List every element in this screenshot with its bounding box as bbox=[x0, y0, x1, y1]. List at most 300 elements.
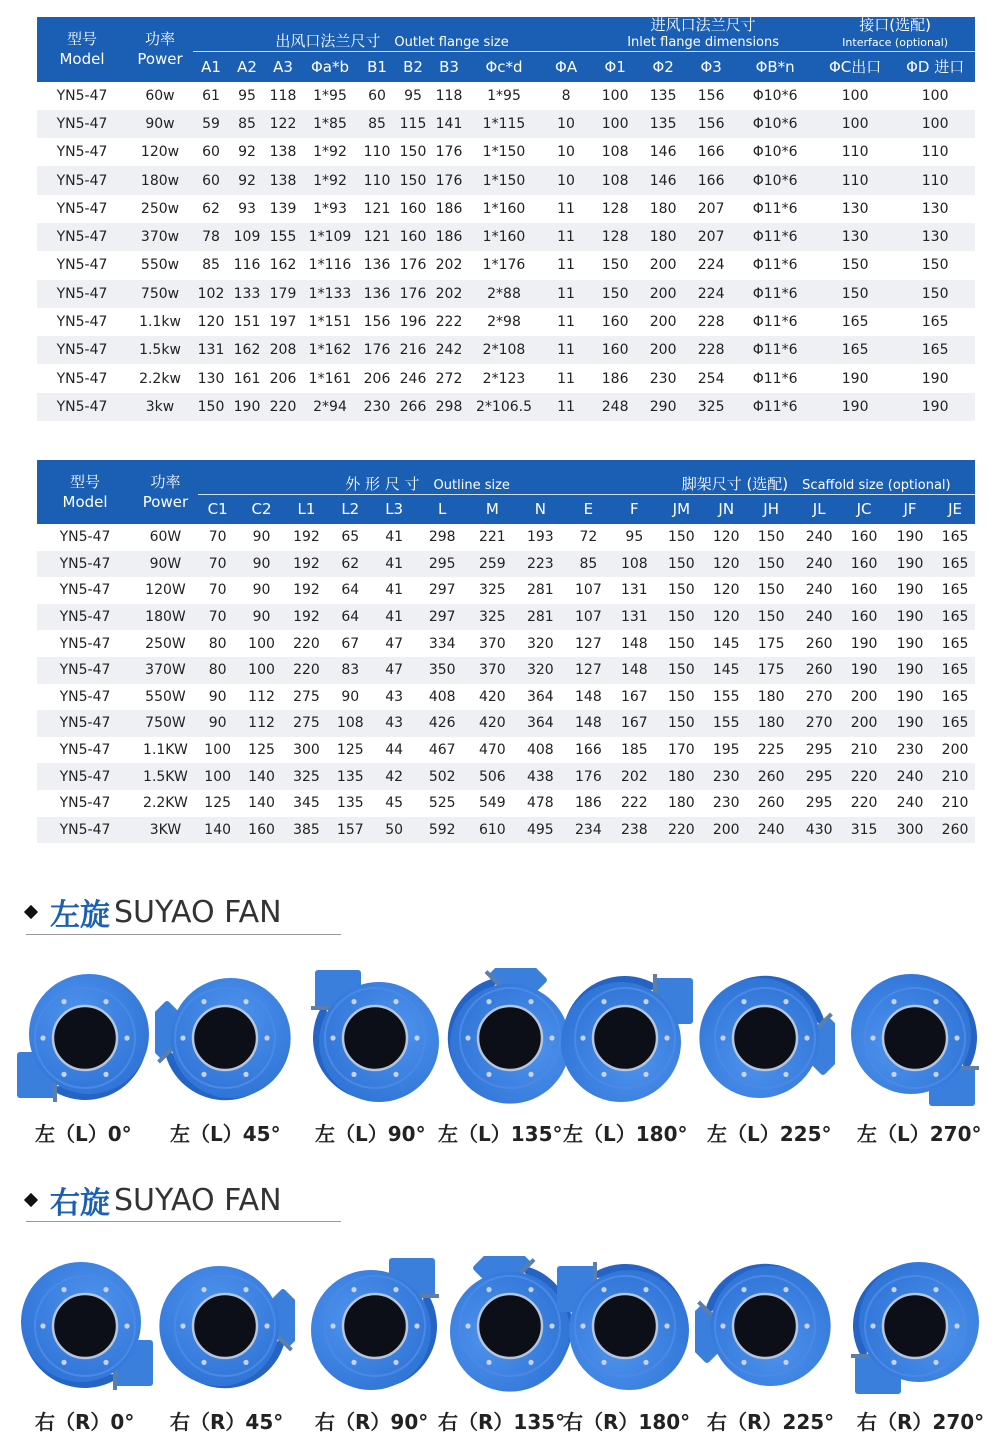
table-cell: 165 bbox=[941, 555, 969, 572]
table-cell: 180 bbox=[649, 200, 677, 217]
table-cell: 110 bbox=[363, 172, 391, 189]
table-cell: 140 bbox=[248, 768, 275, 785]
table-cell: YN5-47 bbox=[56, 115, 108, 132]
table-cell: 43 bbox=[385, 688, 404, 705]
table-cell: 64 bbox=[341, 609, 360, 626]
table-cell: 148 bbox=[620, 635, 648, 652]
table-cell: 140 bbox=[204, 821, 232, 838]
table-cell: 420 bbox=[478, 715, 506, 732]
table-cell: 193 bbox=[526, 529, 554, 546]
table-row bbox=[37, 393, 975, 421]
table-cell: 150 bbox=[667, 555, 695, 572]
table-cell: 70 bbox=[208, 582, 227, 599]
table-cell: 120 bbox=[197, 314, 225, 331]
table-cell: 110 bbox=[921, 172, 949, 189]
table-cell: 220 bbox=[293, 635, 320, 652]
table-cell: 166 bbox=[697, 144, 725, 161]
table-cell: 190 bbox=[850, 662, 878, 679]
table-cell: 72 bbox=[579, 529, 598, 546]
table-cell: 11 bbox=[557, 314, 575, 331]
table-cell: 160 bbox=[850, 555, 878, 572]
table-cell: 110 bbox=[841, 172, 869, 189]
table-row bbox=[37, 166, 975, 194]
table-cell: 224 bbox=[697, 257, 725, 274]
table-cell: 190 bbox=[896, 635, 924, 652]
table-cell: YN5-47 bbox=[59, 609, 111, 626]
fan-icon bbox=[695, 1256, 835, 1396]
table-cell: 85 bbox=[368, 115, 386, 132]
table-cell: 165 bbox=[921, 314, 949, 331]
table-cell: YN5-47 bbox=[59, 795, 111, 812]
table-cell: 50 bbox=[385, 821, 404, 838]
table-cell: 135 bbox=[336, 795, 364, 812]
table-cell: 150 bbox=[667, 609, 695, 626]
table-cell: 190 bbox=[896, 715, 924, 732]
table-cell: 200 bbox=[649, 342, 677, 359]
table-cell: 208 bbox=[269, 342, 297, 359]
column-header: C2 bbox=[251, 500, 272, 519]
table-cell: 202 bbox=[435, 285, 463, 302]
table-row bbox=[37, 737, 975, 764]
table-cell: 160 bbox=[248, 821, 275, 838]
table-cell: 160 bbox=[601, 342, 629, 359]
table-cell: 92 bbox=[238, 144, 256, 161]
table-cell: 165 bbox=[841, 314, 869, 331]
table-cell: 45 bbox=[385, 795, 404, 812]
table-cell: 120 bbox=[712, 609, 740, 626]
table-cell: 190 bbox=[921, 398, 949, 415]
table-cell: 148 bbox=[575, 715, 602, 732]
table-cell: 150 bbox=[841, 257, 869, 274]
table-cell: 146 bbox=[649, 172, 677, 189]
table-cell: 1*151 bbox=[308, 314, 352, 331]
column-header: Φc*d bbox=[485, 57, 523, 76]
table-cell: 254 bbox=[697, 370, 725, 387]
table-cell: 190 bbox=[841, 398, 869, 415]
column-header: ΦB*n bbox=[755, 57, 795, 76]
table-cell: 100 bbox=[841, 115, 869, 132]
table-cell: 161 bbox=[233, 370, 261, 387]
fan-icon bbox=[555, 1256, 695, 1396]
table-cell: 180W bbox=[145, 609, 186, 626]
table-cell: 131 bbox=[197, 342, 225, 359]
table-cell: 41 bbox=[385, 555, 404, 572]
scaffold-group-header: 脚架尺寸 (选配) Scaffold size (optional) bbox=[657, 460, 975, 494]
column-header: JM bbox=[672, 500, 691, 519]
table-cell: 1.1KW bbox=[143, 742, 188, 759]
table-row bbox=[37, 251, 975, 279]
table-cell: 1*176 bbox=[482, 257, 526, 274]
table-cell: 100 bbox=[248, 635, 275, 652]
table-cell: 408 bbox=[526, 742, 554, 759]
table-cell: 125 bbox=[204, 795, 232, 812]
table-cell: 190 bbox=[896, 662, 924, 679]
table-cell: 200 bbox=[649, 257, 677, 274]
table-cell: 140 bbox=[248, 795, 275, 812]
table-cell: 259 bbox=[478, 555, 506, 572]
table-cell: Φ10*6 bbox=[752, 115, 798, 132]
table-cell: 120 bbox=[712, 529, 740, 546]
table-cell: 549 bbox=[478, 795, 506, 812]
table-cell: 1*85 bbox=[313, 115, 347, 132]
table-cell: 240 bbox=[896, 795, 924, 812]
table-cell: 128 bbox=[601, 229, 629, 246]
table-cell: 90W bbox=[149, 555, 182, 572]
table-cell: 146 bbox=[649, 144, 677, 161]
table-cell: 190 bbox=[896, 609, 924, 626]
table-cell: 120 bbox=[712, 582, 740, 599]
table-cell: 176 bbox=[435, 172, 463, 189]
diamond-bullet-icon bbox=[24, 905, 38, 919]
column-header: Φa*b bbox=[310, 57, 350, 76]
table-cell: 120 bbox=[712, 555, 740, 572]
table-cell: 230 bbox=[649, 370, 677, 387]
table-cell: 200 bbox=[850, 688, 878, 705]
table-cell: 160 bbox=[850, 529, 878, 546]
fan-orientation-label: 右（R）0° bbox=[35, 1410, 135, 1434]
table-cell: 176 bbox=[435, 144, 463, 161]
table-cell: 166 bbox=[697, 172, 725, 189]
table-cell: 47 bbox=[385, 635, 404, 652]
fan-icon bbox=[695, 968, 835, 1108]
table-cell: 298 bbox=[435, 398, 463, 415]
table-cell: 135 bbox=[649, 115, 677, 132]
table-cell: 120W bbox=[145, 582, 186, 599]
table-cell: 138 bbox=[269, 144, 297, 161]
table-cell: 70 bbox=[208, 529, 227, 546]
table-cell: 186 bbox=[601, 370, 629, 387]
table-cell: YN5-47 bbox=[59, 529, 111, 546]
table-cell: 223 bbox=[526, 555, 554, 572]
table-cell: 175 bbox=[757, 662, 785, 679]
table-cell: 370 bbox=[478, 662, 506, 679]
table-cell: 95 bbox=[404, 87, 422, 104]
table-cell: 160 bbox=[850, 582, 878, 599]
table-cell: 290 bbox=[649, 398, 677, 415]
table-cell: 467 bbox=[428, 742, 456, 759]
table-cell: 470 bbox=[478, 742, 506, 759]
table-cell: 592 bbox=[428, 821, 456, 838]
table-cell: 11 bbox=[557, 257, 575, 274]
outline-group-header: 外 形 尺 寸 Outline size bbox=[198, 460, 657, 494]
table-cell: 150 bbox=[841, 285, 869, 302]
table-cell: 165 bbox=[921, 342, 949, 359]
table-cell: 216 bbox=[399, 342, 427, 359]
table-cell: 118 bbox=[269, 87, 297, 104]
column-header: Φ2 bbox=[652, 57, 674, 76]
fan-orientation-label: 左（L）180° bbox=[563, 1122, 688, 1146]
table-cell: 131 bbox=[620, 582, 648, 599]
table-cell: YN5-47 bbox=[56, 87, 108, 104]
table-cell: 160 bbox=[601, 314, 629, 331]
table-cell: 165 bbox=[941, 582, 969, 599]
table-cell: 200 bbox=[850, 715, 878, 732]
table-cell: 190 bbox=[841, 370, 869, 387]
power-header: 功率 Power bbox=[142, 473, 189, 511]
table-cell: 1*115 bbox=[482, 115, 526, 132]
table-cell: 179 bbox=[269, 285, 297, 302]
outlet-group-header: 出风口法兰尺寸 Outlet flange size bbox=[193, 17, 591, 52]
table-cell: 180 bbox=[757, 715, 785, 732]
table-cell: 131 bbox=[620, 609, 648, 626]
table-cell: 192 bbox=[293, 555, 320, 572]
column-header: N bbox=[534, 500, 546, 519]
table-cell: 110 bbox=[921, 144, 949, 161]
table-cell: Φ10*6 bbox=[752, 144, 798, 161]
table-cell: 90 bbox=[208, 688, 227, 705]
table-cell: 151 bbox=[233, 314, 261, 331]
table-cell: 90 bbox=[252, 582, 271, 599]
table-cell: 108 bbox=[601, 172, 629, 189]
table-cell: 3KW bbox=[149, 821, 182, 838]
table-cell: 100 bbox=[841, 87, 869, 104]
table-cell: Φ11*6 bbox=[752, 257, 798, 274]
inlet-group-header: 进风口法兰尺寸 Inlet flange dimensions bbox=[591, 17, 815, 52]
table-cell: 230 bbox=[363, 398, 391, 415]
table-cell: 85 bbox=[202, 257, 220, 274]
fan-icon bbox=[305, 968, 445, 1108]
table-cell: 1*160 bbox=[482, 200, 526, 217]
table-cell: 141 bbox=[435, 115, 463, 132]
table-cell: 364 bbox=[526, 715, 554, 732]
table-cell: 325 bbox=[697, 398, 725, 415]
table-cell: 150 bbox=[921, 257, 949, 274]
column-header: B3 bbox=[439, 57, 459, 76]
table-cell: 1*161 bbox=[308, 370, 352, 387]
table-cell: 135 bbox=[649, 87, 677, 104]
table-cell: 230 bbox=[712, 768, 740, 785]
table-cell: 210 bbox=[850, 742, 878, 759]
table-cell: 108 bbox=[601, 144, 629, 161]
table-cell: 42 bbox=[385, 768, 404, 785]
table-cell: 266 bbox=[399, 398, 427, 415]
table-cell: 420 bbox=[478, 688, 506, 705]
fan-orientation-label: 右（R）90° bbox=[315, 1410, 429, 1434]
table-cell: 165 bbox=[941, 635, 969, 652]
table-cell: 202 bbox=[620, 768, 648, 785]
table-cell: 150 bbox=[667, 688, 695, 705]
table-cell: 139 bbox=[269, 200, 297, 217]
fan-icon bbox=[15, 968, 155, 1108]
table-cell: 300 bbox=[293, 742, 320, 759]
table-cell: 192 bbox=[293, 529, 320, 546]
table-cell: 750w bbox=[140, 285, 180, 302]
table-cell: 295 bbox=[805, 795, 833, 812]
table-cell: 325 bbox=[293, 768, 320, 785]
table-cell: 1*162 bbox=[308, 342, 352, 359]
table-row bbox=[37, 763, 975, 790]
table-cell: 145 bbox=[712, 662, 740, 679]
table-cell: 240 bbox=[805, 582, 833, 599]
table-cell: 125 bbox=[336, 742, 364, 759]
table-cell: 230 bbox=[712, 795, 740, 812]
table-row bbox=[37, 223, 975, 251]
table-cell: 550W bbox=[145, 688, 186, 705]
table-cell: 160 bbox=[850, 609, 878, 626]
table-cell: 220 bbox=[667, 821, 695, 838]
table-cell: 11 bbox=[557, 285, 575, 302]
table-cell: 116 bbox=[233, 257, 261, 274]
table-cell: 325 bbox=[478, 582, 506, 599]
table-row bbox=[37, 138, 975, 166]
table-cell: 11 bbox=[557, 229, 575, 246]
table-cell: 62 bbox=[341, 555, 360, 572]
table-cell: 128 bbox=[601, 200, 629, 217]
table-cell: 136 bbox=[363, 285, 391, 302]
table-cell: YN5-47 bbox=[56, 144, 108, 161]
table-cell: 1*150 bbox=[482, 172, 526, 189]
table-cell: 41 bbox=[385, 582, 404, 599]
fan-orientation-label: 左（L）0° bbox=[35, 1122, 132, 1146]
table-cell: Φ10*6 bbox=[752, 172, 798, 189]
column-header: JN bbox=[718, 500, 735, 519]
table-cell: 1*116 bbox=[308, 257, 352, 274]
table-cell: YN5-47 bbox=[56, 398, 108, 415]
column-header: JF bbox=[903, 500, 917, 519]
table-cell: 165 bbox=[941, 688, 969, 705]
table-cell: YN5-47 bbox=[56, 172, 108, 189]
column-header: L3 bbox=[385, 500, 404, 519]
table-cell: 60 bbox=[202, 144, 220, 161]
table-cell: Φ11*6 bbox=[752, 398, 798, 415]
fan-icon bbox=[555, 968, 695, 1108]
table-cell: 60 bbox=[368, 87, 386, 104]
table-cell: 190 bbox=[921, 370, 949, 387]
table-cell: 108 bbox=[336, 715, 364, 732]
outline-scaffold-size-table bbox=[37, 460, 975, 843]
table-cell: 315 bbox=[850, 821, 878, 838]
table-cell: 195 bbox=[712, 742, 740, 759]
table-cell: 130 bbox=[841, 229, 869, 246]
table-cell: 240 bbox=[805, 529, 833, 546]
table-cell: 110 bbox=[841, 144, 869, 161]
fan-orientation-label: 左（L）135° bbox=[438, 1122, 563, 1146]
table-cell: 120w bbox=[140, 144, 180, 161]
column-header: ΦD 进口 bbox=[906, 58, 965, 77]
table-cell: 47 bbox=[385, 662, 404, 679]
table-cell: 495 bbox=[526, 821, 554, 838]
table-cell: 150 bbox=[757, 555, 785, 572]
table-cell: 190 bbox=[850, 635, 878, 652]
column-header: JC bbox=[856, 500, 872, 519]
table-cell: YN5-47 bbox=[59, 742, 111, 759]
table-cell: 130 bbox=[841, 200, 869, 217]
table-cell: 90w bbox=[145, 115, 175, 132]
table-cell: 64 bbox=[341, 582, 360, 599]
table-cell: YN5-47 bbox=[59, 768, 111, 785]
fan-icon bbox=[155, 968, 295, 1108]
table-cell: 100 bbox=[204, 742, 232, 759]
table-cell: 10 bbox=[557, 172, 575, 189]
table-cell: 1*95 bbox=[487, 87, 521, 104]
table-cell: YN5-47 bbox=[56, 342, 108, 359]
table-cell: 100 bbox=[921, 87, 949, 104]
table-cell: 200 bbox=[649, 285, 677, 302]
table-cell: Φ11*6 bbox=[752, 229, 798, 246]
fan-orientation-label: 左（L）45° bbox=[170, 1122, 281, 1146]
table-cell: 115 bbox=[399, 115, 427, 132]
table-cell: Φ11*6 bbox=[752, 370, 798, 387]
table-cell: 370w bbox=[140, 229, 180, 246]
table-cell: 370 bbox=[478, 635, 506, 652]
table-cell: 150 bbox=[757, 609, 785, 626]
table-cell: 60W bbox=[149, 529, 182, 546]
table-cell: 121 bbox=[363, 200, 391, 217]
table-cell: 110 bbox=[363, 144, 391, 161]
table-cell: 157 bbox=[336, 821, 364, 838]
column-header: L bbox=[438, 500, 447, 519]
column-header: B1 bbox=[367, 57, 387, 76]
table-cell: 260 bbox=[805, 662, 833, 679]
left-rotation-title: 左旋 SUYAO FAN bbox=[26, 890, 282, 934]
table-cell: 220 bbox=[293, 662, 320, 679]
table-cell: 2.2kw bbox=[139, 370, 181, 387]
table-cell: 167 bbox=[620, 688, 648, 705]
column-header: Φ1 bbox=[604, 57, 626, 76]
table-cell: 525 bbox=[428, 795, 456, 812]
column-header: F bbox=[630, 500, 639, 519]
table-cell: 121 bbox=[363, 229, 391, 246]
fan-icon bbox=[155, 1256, 295, 1396]
table-cell: 297 bbox=[428, 582, 456, 599]
table-cell: 221 bbox=[478, 529, 506, 546]
table-cell: 260 bbox=[805, 635, 833, 652]
table-cell: YN5-47 bbox=[59, 582, 111, 599]
column-header: L1 bbox=[297, 500, 316, 519]
table-cell: 59 bbox=[202, 115, 220, 132]
table-cell: 240 bbox=[805, 609, 833, 626]
table-cell: 109 bbox=[233, 229, 261, 246]
table-cell: 130 bbox=[921, 200, 949, 217]
table-cell: 155 bbox=[269, 229, 297, 246]
table-cell: 176 bbox=[399, 257, 427, 274]
table-cell: 186 bbox=[575, 795, 602, 812]
table-cell: 80 bbox=[208, 635, 227, 652]
table-cell: 150 bbox=[399, 144, 427, 161]
table-cell: 150 bbox=[667, 582, 695, 599]
table-cell: 228 bbox=[697, 342, 725, 359]
table-cell: 320 bbox=[526, 635, 554, 652]
table-cell: 196 bbox=[399, 314, 427, 331]
table-cell: YN5-47 bbox=[59, 662, 111, 679]
table-cell: 135 bbox=[336, 768, 364, 785]
table-cell: 156 bbox=[363, 314, 391, 331]
table-cell: 250w bbox=[140, 200, 180, 217]
table-cell: 192 bbox=[293, 582, 320, 599]
table-cell: YN5-47 bbox=[56, 370, 108, 387]
table-cell: 108 bbox=[620, 555, 648, 572]
table-cell: 70 bbox=[208, 609, 227, 626]
table-cell: 1.5KW bbox=[143, 768, 188, 785]
table-cell: 408 bbox=[428, 688, 456, 705]
table-cell: 186 bbox=[435, 229, 463, 246]
table-cell: 133 bbox=[233, 285, 261, 302]
table-cell: 90 bbox=[341, 688, 360, 705]
table-cell: 281 bbox=[526, 609, 554, 626]
fan-orientation-label: 右（R）135° bbox=[438, 1410, 566, 1434]
table-cell: 298 bbox=[428, 529, 456, 546]
table-cell: 138 bbox=[269, 172, 297, 189]
table-cell: 297 bbox=[428, 609, 456, 626]
table-cell: 95 bbox=[625, 529, 644, 546]
table-cell: 85 bbox=[238, 115, 256, 132]
table-cell: 2*108 bbox=[482, 342, 526, 359]
table-cell: 202 bbox=[435, 257, 463, 274]
divider bbox=[26, 1221, 341, 1222]
table-cell: 150 bbox=[921, 285, 949, 302]
column-header: A3 bbox=[273, 57, 293, 76]
table-cell: 11 bbox=[557, 200, 575, 217]
